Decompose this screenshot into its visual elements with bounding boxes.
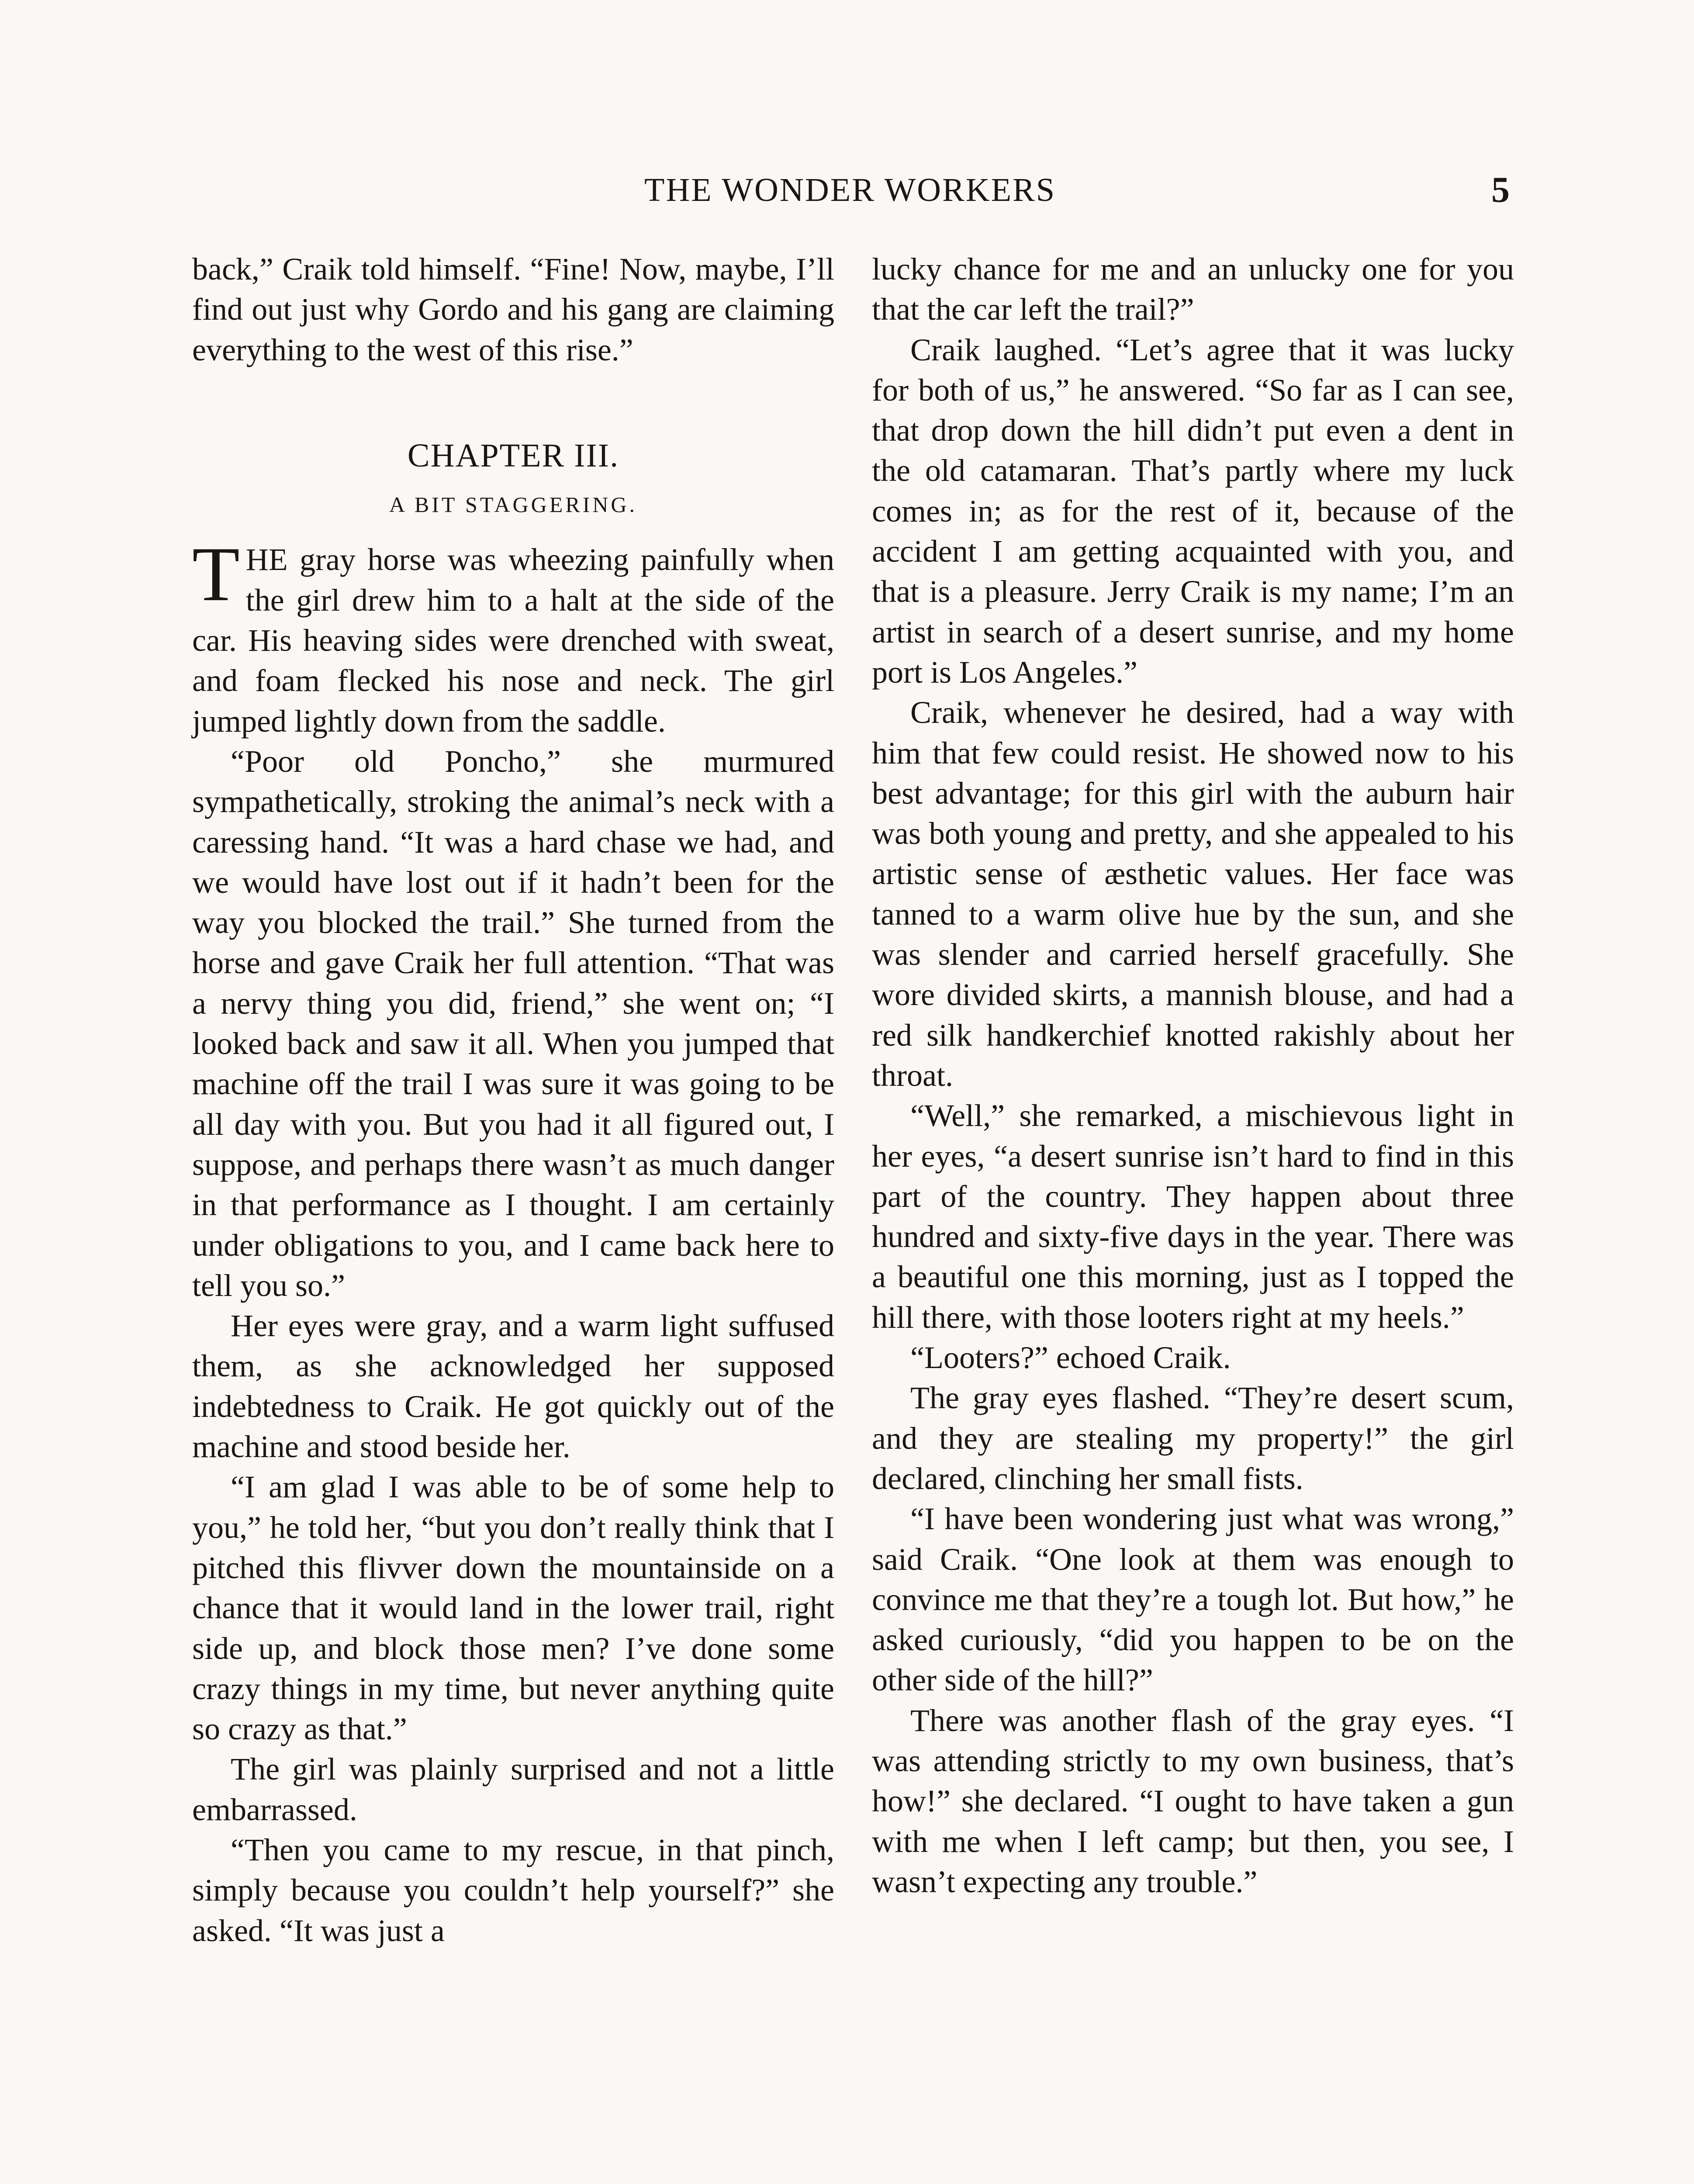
chapter-first-paragraph xyxy=(192,531,834,741)
left-column xyxy=(192,249,834,1951)
paragraph: There was another flash of the gray eyes. “I was attending strictly to my own business, that’s how!” she declared. “I ought to have taken a gun with me when I left camp; but then, you see, I wasn’t expecting any trouble.” xyxy=(872,1703,1514,1899)
paragraph: “Then you came to my rescue, in that pinch, simply because you couldn’t help yourself?” she asked. “It was just a xyxy=(192,1832,834,1948)
drop-cap: T xyxy=(192,531,240,618)
paragraph: “I am glad I was able to be of some help to you,” he told her, “but you don’t really think that I pitched this flivver down the mountainside on a chance that it would land in the lower trail, right side up, and block those men? I’ve done some crazy things in my time, but never anything quite so crazy as that.” xyxy=(192,1469,834,1747)
continued-paragraph: lucky chance for me and an unlucky one for you that the car left the trail?” xyxy=(872,252,1514,327)
paragraph: Her eyes were gray, and a warm light suffused them, as she acknowledged her supposed indebtedness to Craik. He got quickly out of the machine and stood beside her. xyxy=(192,1308,834,1465)
paragraph: “Well,” she remarked, a mischievous light in her eyes, “a desert sunrise isn’t hard to find in this part of the country. They happen about three hundred and sixty-five days in the year. There was a beautiful one this morning, just as I topped the hill there, with those looters right at my heels.” xyxy=(872,1098,1514,1335)
first-paragraph-text: HE gray horse was wheezing painfully when the girl drew him to a halt at the side of the car. His heaving sides were drenched with sweat, and foam flecked his nose and neck. The girl jumped lightly down from the saddle. xyxy=(192,542,834,739)
running-title: THE WONDER WORKERS xyxy=(644,172,1056,208)
page-header xyxy=(190,171,1510,232)
page-number: 5 xyxy=(1491,169,1510,210)
paragraph: The gray eyes flashed. “They’re desert scum, and they are stealing my property!” the girl declared, clinching her small fists. xyxy=(872,1380,1514,1496)
paragraph: The girl was plainly surprised and not a little embarrassed. xyxy=(192,1752,834,1827)
chapter-title: CHAPTER III. xyxy=(407,437,619,474)
paragraph: Craik laughed. “Let’s agree that it was lucky for both of us,” he answered. “So far as I can see, that drop down the hill didn’t put even a dent in the old catamaran. That’s partly where my luck comes in; as for the rest of it, because of the accident I am getting acquainted with you, and that is a pleasure. Jerry Craik is my name; I’m an artist in search of a desert sunrise, and my home port is Los Angeles.” xyxy=(872,332,1514,690)
paragraph: Craik, whenever he desired, had a way with him that few could resist. He showed now to his best advantage; for this girl with the auburn hair was both young and pretty, and she appealed to his artistic sense of æsthetic values. Her face was tanned to a warm olive hue by the sun, and she was slender and carried herself gracefully. She wore divided skirts, a mannish blouse, and had a red silk handkerchief knotted rakishly about her throat. xyxy=(872,695,1514,1093)
right-column xyxy=(872,249,1514,1902)
paragraph: “I have been wondering just what was wrong,” said Craik. “One look at them was enough to convince me that they’re a tough lot. But how,” he asked curiously, “did you happen to be on the other side of the hill?” xyxy=(872,1501,1514,1698)
opening-paragraph: back,” Craik told himself. “Fine! Now, maybe, I’ll find out just why Gordo and his gang are claiming everything to the west of this rise.” xyxy=(192,252,834,367)
paragraph: “Looters?” echoed Craik. xyxy=(910,1340,1231,1375)
chapter-subtitle: A BIT STAGGERING. xyxy=(389,492,637,517)
paragraph: “Poor old Poncho,” she murmured sympathetically, stroking the animal’s neck with a caressing hand. “It was a hard chase we had, and we would have lost out if it hadn’t been for the way you blocked the trail.” She turned from the horse and gave Craik her full attention. “That was a nervy thing you did, friend,” she went on; “I looked back and saw it all. When you jumped that machine off the trail I was sure it was going to be all day with you. But you had it all figured out, I suppose, and perhaps there wasn’t as much danger in that performance as I thought. I am certainly under obligations to you, and I came back here to tell you so.” xyxy=(192,743,834,1303)
